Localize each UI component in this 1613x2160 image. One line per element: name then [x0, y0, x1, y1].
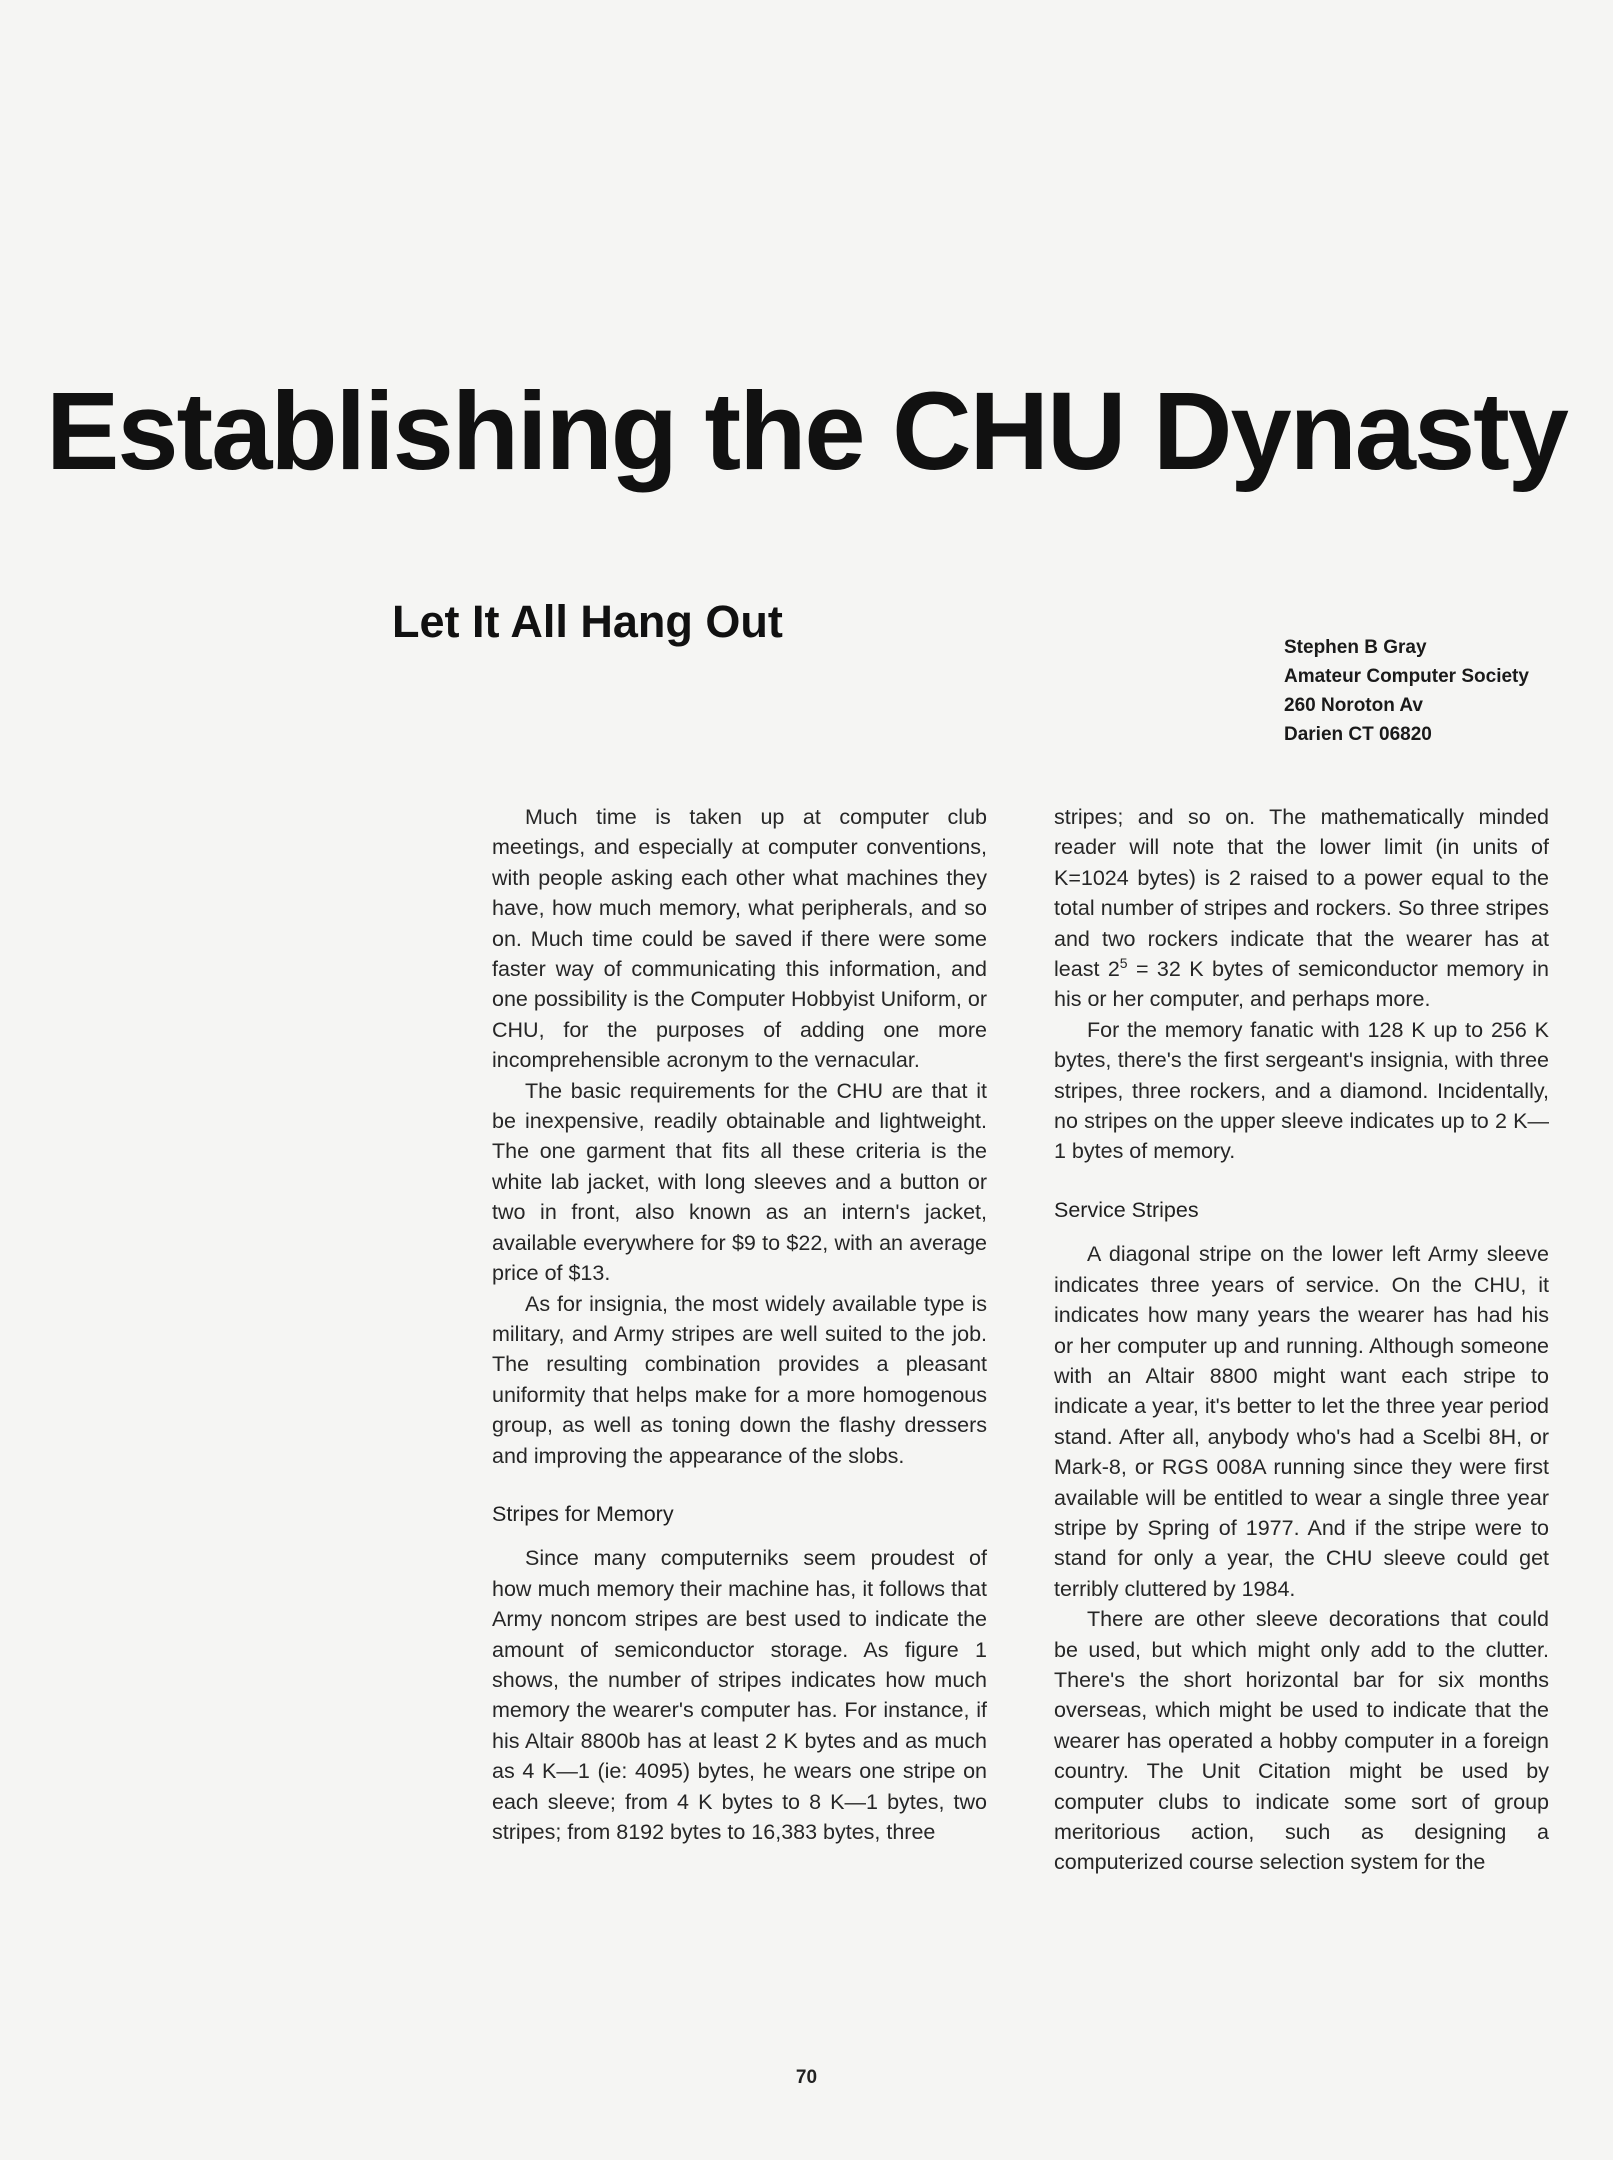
article-title: Establishing the CHU Dynasty — [46, 370, 1567, 493]
article-subtitle: Let It All Hang Out — [392, 596, 783, 647]
paragraph: There are other sleeve decorations that could be used, but which might only add to the clutter. There's the short horizontal bar for six months overseas, which might be used to indicate that the wearer has operated a hobby computer in a foreign country. The Unit Citation might be used by computer clubs to indicate some sort of group meritorious action, such as designing a computerized course selection system for the — [1054, 1607, 1549, 1875]
paragraph: The basic requirements for the CHU are that it be inexpensive, readily obtainable and lightweight. The one garment that fits all these criteria is the white lab jacket, with long sleeves and a button or two in front, also known as an intern's jacket, available everywhere for $9 to $22, with an average price of $13. — [492, 1078, 987, 1286]
right-text-column — [1054, 802, 1549, 1878]
power-exponent: 5 — [1119, 954, 1128, 971]
author-name: Stephen B Gray — [1284, 637, 1427, 658]
paragraph: Since many computerniks seem proudest of how much memory their machine has, it follows that Army noncom stripes are best used to indicate the amount of semiconductor storage. As figure 1 shows, the number of stripes indicates how much memory the wearer's computer has. For instance, if his Altair 8800b has at least 2 K bytes and as much as 4 K—1 (ie: 4095) bytes, he wears one stripe on each sleeve; from 4 K bytes to 8 K—1 bytes, two stripes; from 8192 bytes to 16,383 bytes, three — [492, 1546, 987, 1844]
paragraph: For the memory fanatic with 128 K up to 256 K bytes, there's the first sergeant's insignia, with three stripes, three rockers, and a diamond. Incidentally, no stripes on the upper sleeve indicates up to 2 K—1 bytes of memory. — [1054, 1017, 1549, 1164]
paragraph-continued — [1054, 802, 1549, 1015]
paragraph: Much time is taken up at computer club meetings, and especially at computer conventions, with people asking each other what machines they have, how much memory, what peripherals, and so on. Much time could be saved if there were some faster way of communicating this information, and one possibility is the Computer Hobbyist Uniform, or CHU, for the purposes of adding one more incomprehensible acronym to the vernacular. — [492, 805, 987, 1073]
text-run: = 32 K bytes of semiconductor memory in his or her computer, and perhaps more. — [1054, 957, 1550, 1012]
left-text-column — [492, 802, 987, 1847]
paragraph: A diagonal stripe on the lower left Army sleeve indicates three years of service. On the CHU, it indicates how many years the wearer has had his or her computer up and running. Although someone with an Altair 8800 might want each stripe to indicate a year, it's better to let the three year period stand. After all, anybody who's had a Scelbi 8H, or Mark-8, or RGS 008A running since they were first available will be entitled to wear a single three year stripe by Spring of 1977. And if the stripe were to stand for only a year, the CHU sleeve could get terribly cluttered by 1984. — [1054, 1242, 1549, 1601]
author-organization: Amateur Computer Society — [1284, 666, 1529, 687]
section-heading-service-stripes: Service Stripes — [1054, 1197, 1199, 1222]
power-base: 2 — [1107, 957, 1120, 982]
author-byline — [1284, 633, 1529, 749]
section-heading-stripes-for-memory: Stripes for Memory — [492, 1501, 674, 1526]
author-city: Darien CT 06820 — [1284, 724, 1432, 745]
text-run: stripes; and so on. The mathematically minded reader will note that the lower limit (in units of K=1024 bytes) is 2 raised to a power equal to the total number of stripes and rockers. So three stripes and two rockers indicate that the wearer has at least — [1054, 805, 1549, 982]
author-street: 260 Noroton Av — [1284, 695, 1424, 716]
paragraph: As for insignia, the most widely available type is military, and Army stripes are well suited to the job. The resulting combination provides a pleasant uniformity that helps make for a more homogenous group, as well as toning down the flashy dressers and improving the appearance of the slobs. — [492, 1291, 987, 1468]
page-number: 70 — [795, 2067, 818, 2088]
